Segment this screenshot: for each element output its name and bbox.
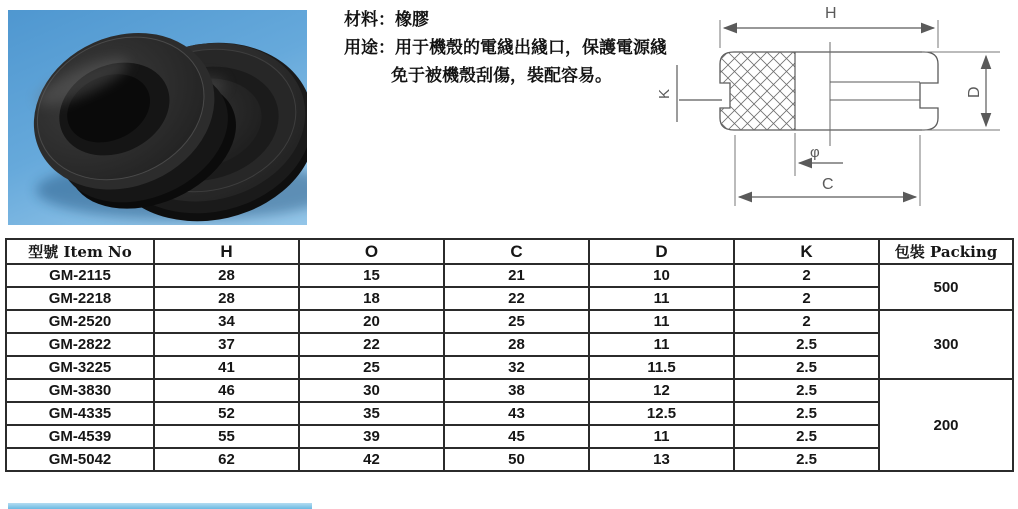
cell-item: GM-2520 — [6, 310, 154, 333]
cell-h: 62 — [154, 448, 299, 471]
table-row — [6, 379, 1013, 402]
cell-h: 37 — [154, 333, 299, 356]
technical-drawing — [650, 0, 1018, 232]
table-row — [6, 356, 1013, 379]
cell-item: GM-3830 — [6, 379, 154, 402]
cell-k: 2.5 — [734, 448, 879, 471]
cell-packing-200: 200 — [879, 379, 1013, 471]
cell-d: 12.5 — [589, 402, 734, 425]
cell-item: GM-2822 — [6, 333, 154, 356]
cell-o: 42 — [299, 448, 444, 471]
cell-c: 32 — [444, 356, 589, 379]
table-row — [6, 333, 1013, 356]
cell-d: 12 — [589, 379, 734, 402]
cell-packing-500: 500 — [879, 264, 1013, 310]
cell-k: 2 — [734, 287, 879, 310]
material-label: 材料： — [344, 10, 395, 30]
cell-c: 50 — [444, 448, 589, 471]
c-dimension-label: C — [822, 176, 834, 193]
table-row — [6, 402, 1013, 425]
cell-o: 30 — [299, 379, 444, 402]
material-value: 橡膠 — [395, 10, 429, 30]
header-h: H — [154, 239, 299, 264]
cell-o: 15 — [299, 264, 444, 287]
cell-c: 45 — [444, 425, 589, 448]
cell-c: 43 — [444, 402, 589, 425]
cell-d: 11 — [589, 287, 734, 310]
cell-o: 20 — [299, 310, 444, 333]
product-description — [344, 6, 684, 90]
cell-h: 55 — [154, 425, 299, 448]
cell-d: 11 — [589, 333, 734, 356]
cell-k: 2.5 — [734, 425, 879, 448]
cell-item: GM-2115 — [6, 264, 154, 287]
cell-item: GM-4539 — [6, 425, 154, 448]
usage-text-1: 用于機殼的電綫出綫口，保護電源綫 — [395, 38, 667, 58]
cell-k: 2.5 — [734, 356, 879, 379]
cell-h: 28 — [154, 264, 299, 287]
cell-item: GM-4335 — [6, 402, 154, 425]
table-row — [6, 264, 1013, 287]
cell-o: 25 — [299, 356, 444, 379]
header-packing: 包裝 Packing — [879, 239, 1013, 264]
next-photo-partial — [8, 503, 312, 509]
table-row — [6, 310, 1013, 333]
cell-k: 2 — [734, 264, 879, 287]
header-k: K — [734, 239, 879, 264]
cell-h: 28 — [154, 287, 299, 310]
cell-o: 35 — [299, 402, 444, 425]
table-row — [6, 287, 1013, 310]
cell-k: 2 — [734, 310, 879, 333]
cell-item: GM-3225 — [6, 356, 154, 379]
cell-o: 18 — [299, 287, 444, 310]
hatch-section — [720, 52, 795, 130]
cell-k: 2.5 — [734, 333, 879, 356]
header-d: D — [589, 239, 734, 264]
table-row — [6, 425, 1013, 448]
product-photo — [8, 10, 307, 225]
grommets-photo-illustration — [8, 10, 307, 225]
cell-o: 22 — [299, 333, 444, 356]
usage-label: 用途： — [344, 38, 395, 58]
cell-d: 11 — [589, 425, 734, 448]
cell-c: 22 — [444, 287, 589, 310]
cell-d: 13 — [589, 448, 734, 471]
material-line — [344, 6, 684, 34]
phi-dimension-label: φ — [810, 144, 820, 161]
spec-table-header-row — [6, 239, 1013, 264]
spec-table — [5, 238, 1014, 472]
table-row — [6, 448, 1013, 471]
usage-line-2 — [344, 62, 684, 90]
header-c: C — [444, 239, 589, 264]
cell-h: 46 — [154, 379, 299, 402]
cell-c: 38 — [444, 379, 589, 402]
grommet-cross-section — [650, 0, 1018, 232]
cell-c: 21 — [444, 264, 589, 287]
d-dimension-label: D — [966, 86, 983, 98]
cell-h: 52 — [154, 402, 299, 425]
cell-o: 39 — [299, 425, 444, 448]
k-dimension-label: K — [656, 88, 673, 99]
usage-line-1 — [344, 34, 684, 62]
cell-c: 28 — [444, 333, 589, 356]
cell-packing-300: 300 — [879, 310, 1013, 379]
cell-d: 11.5 — [589, 356, 734, 379]
spec-table-container — [5, 238, 1014, 472]
cell-c: 25 — [444, 310, 589, 333]
usage-text-2: 免于被機殼刮傷，裝配容易。 — [391, 66, 612, 86]
cell-h: 41 — [154, 356, 299, 379]
cell-k: 2.5 — [734, 379, 879, 402]
h-dimension-label: H — [825, 5, 837, 22]
cell-d: 11 — [589, 310, 734, 333]
cell-d: 10 — [589, 264, 734, 287]
cell-k: 2.5 — [734, 402, 879, 425]
cell-item: GM-5042 — [6, 448, 154, 471]
cell-h: 34 — [154, 310, 299, 333]
header-o: O — [299, 239, 444, 264]
cell-item: GM-2218 — [6, 287, 154, 310]
header-item-no: 型號 Item No — [6, 239, 154, 264]
